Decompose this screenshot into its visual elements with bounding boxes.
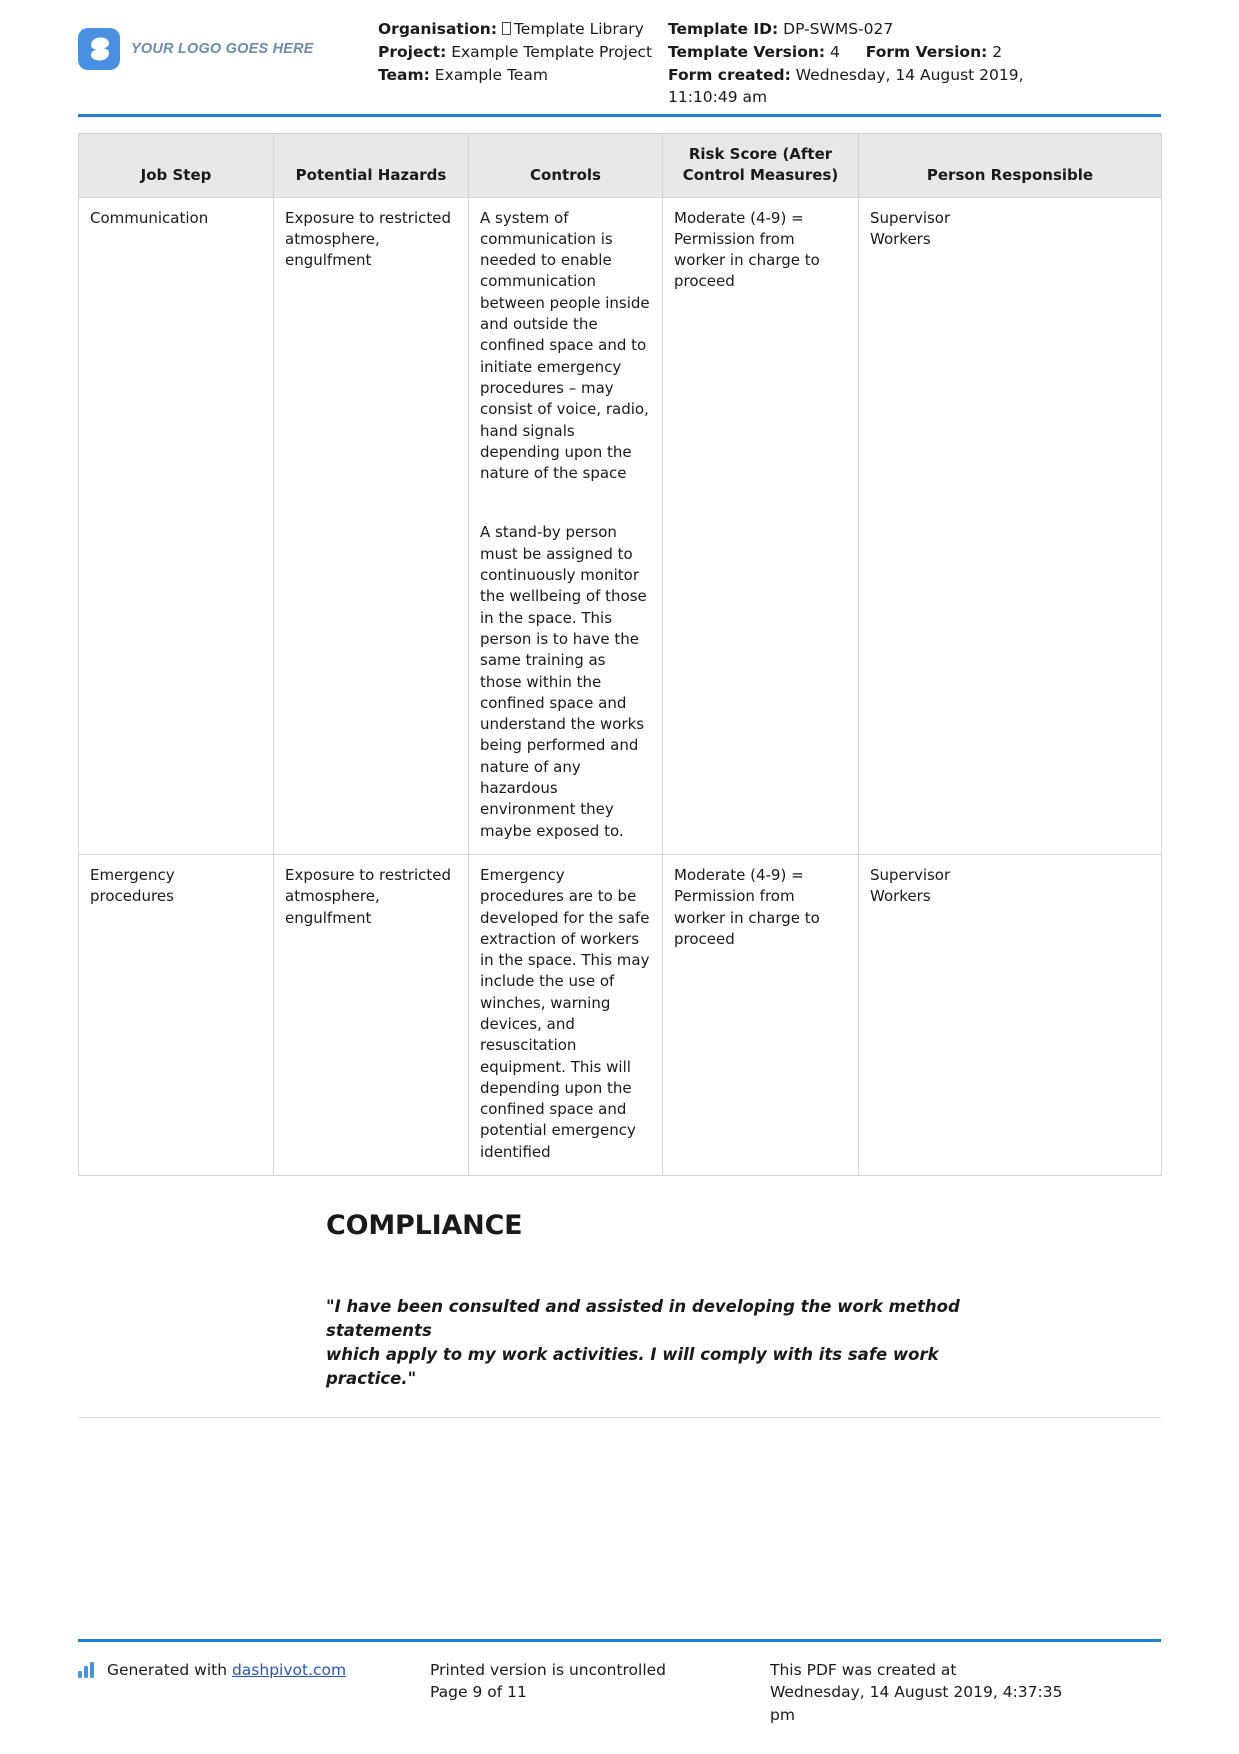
risk-score-header-line-2: Control Measures) — [682, 166, 839, 185]
compliance-heading: COMPLIANCE — [326, 1210, 523, 1242]
template-id-value: DP-SWMS-027 — [783, 20, 894, 38]
form-created-label: Form created: — [668, 65, 791, 84]
column-header-job-step: Job Step — [79, 134, 274, 198]
compliance-statement — [326, 1295, 1016, 1391]
team-value: Example Team — [434, 65, 548, 84]
project-value: Example Template Project — [451, 42, 653, 61]
team-line — [378, 64, 668, 87]
template-version-label: Template Version: — [668, 42, 826, 61]
header-meta-left — [378, 18, 668, 86]
template-version-value: 4 — [830, 42, 840, 61]
logo-block — [78, 18, 378, 70]
footer-generated-block — [78, 1659, 430, 1726]
cell-controls — [469, 854, 663, 1175]
footer-created-block — [770, 1659, 1161, 1726]
cell-person-responsible — [859, 854, 1162, 1175]
bar-chart-icon — [78, 1659, 98, 1684]
cell-job-step: Emergency procedures — [79, 854, 274, 1175]
compliance-divider — [78, 1417, 1161, 1418]
form-version-value: 2 — [992, 42, 1003, 61]
cell-controls — [469, 197, 663, 854]
project-label: Project: — [378, 42, 447, 61]
dashpivot-logo-icon — [78, 28, 120, 70]
person-responsible-line-2: Workers — [870, 887, 931, 906]
footer-created-line-3: pm — [770, 1705, 795, 1724]
organisation-line — [378, 18, 668, 41]
document-footer — [78, 1639, 1161, 1726]
compliance-statement-line-1: "I have been consulted and assisted in developing the work method statements — [326, 1297, 960, 1340]
organisation-label: Organisation: — [378, 20, 498, 38]
header-divider — [78, 114, 1161, 117]
person-responsible-line-2: Workers — [870, 229, 931, 248]
dashpivot-link[interactable]: dashpivot.com — [231, 1660, 347, 1679]
compliance-section — [78, 1210, 1161, 1418]
column-header-person-responsible: Person Responsible — [859, 134, 1162, 198]
cell-potential-hazards: Exposure to restricted atmosphere, engulfment — [274, 854, 469, 1175]
table-row — [79, 854, 1162, 1175]
risk-score-header-line-1: Risk Score (After — [688, 145, 833, 163]
column-header-controls: Controls — [469, 134, 663, 198]
logo-text: YOUR LOGO GOES HERE — [131, 41, 314, 57]
controls-paragraph-1: A system of communication is needed to enable communication between people inside and outside the confined space and to initiate emergency procedures – may consist of voice, radio, hand signals depending upon the nature of the space — [480, 208, 650, 483]
footer-created-line-1: This PDF was created at — [770, 1660, 957, 1679]
person-responsible-line-1: Supervisor — [870, 865, 951, 884]
template-id-line — [668, 18, 1161, 41]
controls-paragraph-2: A stand-by person must be assigned to continuously monitor the wellbeing of those in the space. This person is to have the same training as those within the confined space and understand the works being performed and nature of any hazardous environment they maybe exposed to. — [480, 523, 647, 840]
missing-glyph-icon — [502, 22, 511, 35]
column-header-risk-score — [663, 134, 859, 198]
template-id-label: Template ID: — [668, 20, 779, 38]
cell-job-step: Communication — [79, 197, 274, 854]
form-version-label: Form Version: — [865, 42, 988, 61]
footer-generated-label: Generated with — [107, 1660, 232, 1679]
footer-page-number: Page 9 of 11 — [430, 1683, 527, 1702]
cell-risk-score: Moderate (4-9) = Permission from worker in charge to proceed — [663, 197, 859, 854]
document-header — [78, 0, 1161, 108]
footer-printed-block — [430, 1659, 770, 1726]
form-created-value: Wednesday, 14 August 2019, — [795, 65, 1024, 84]
column-header-potential-hazards: Potential Hazards — [274, 134, 469, 198]
footer-created-line-2: Wednesday, 14 August 2019, 4:37:35 — [770, 1683, 1063, 1702]
organisation-value: Template Library — [513, 20, 644, 38]
cell-potential-hazards: Exposure to restricted atmosphere, engulfment — [274, 197, 469, 854]
table-row — [79, 197, 1162, 854]
table-header-row — [79, 134, 1162, 198]
form-created-time: 11:10:49 am — [668, 88, 768, 107]
compliance-statement-line-2: which apply to my work activities. I will comply with its safe work practice." — [326, 1344, 939, 1388]
cell-risk-score: Moderate (4-9) = Permission from worker in charge to proceed — [663, 854, 859, 1175]
footer-printed-line-1: Printed version is uncontrolled — [430, 1660, 667, 1679]
header-meta-right — [668, 18, 1161, 109]
team-label: Team: — [378, 65, 430, 84]
form-created-line — [668, 64, 1161, 87]
project-line — [378, 41, 668, 64]
swms-table — [78, 133, 1162, 1176]
person-responsible-line-1: Supervisor — [870, 208, 951, 227]
version-line — [668, 41, 1161, 64]
cell-person-responsible — [859, 197, 1162, 854]
controls-paragraph-1: Emergency procedures are to be developed for the safe extraction of workers in the space. This may include the use of winches, warning devices, and resuscitation equipment. This will depending upon the confined space and potential emergency identified — [480, 865, 650, 1161]
